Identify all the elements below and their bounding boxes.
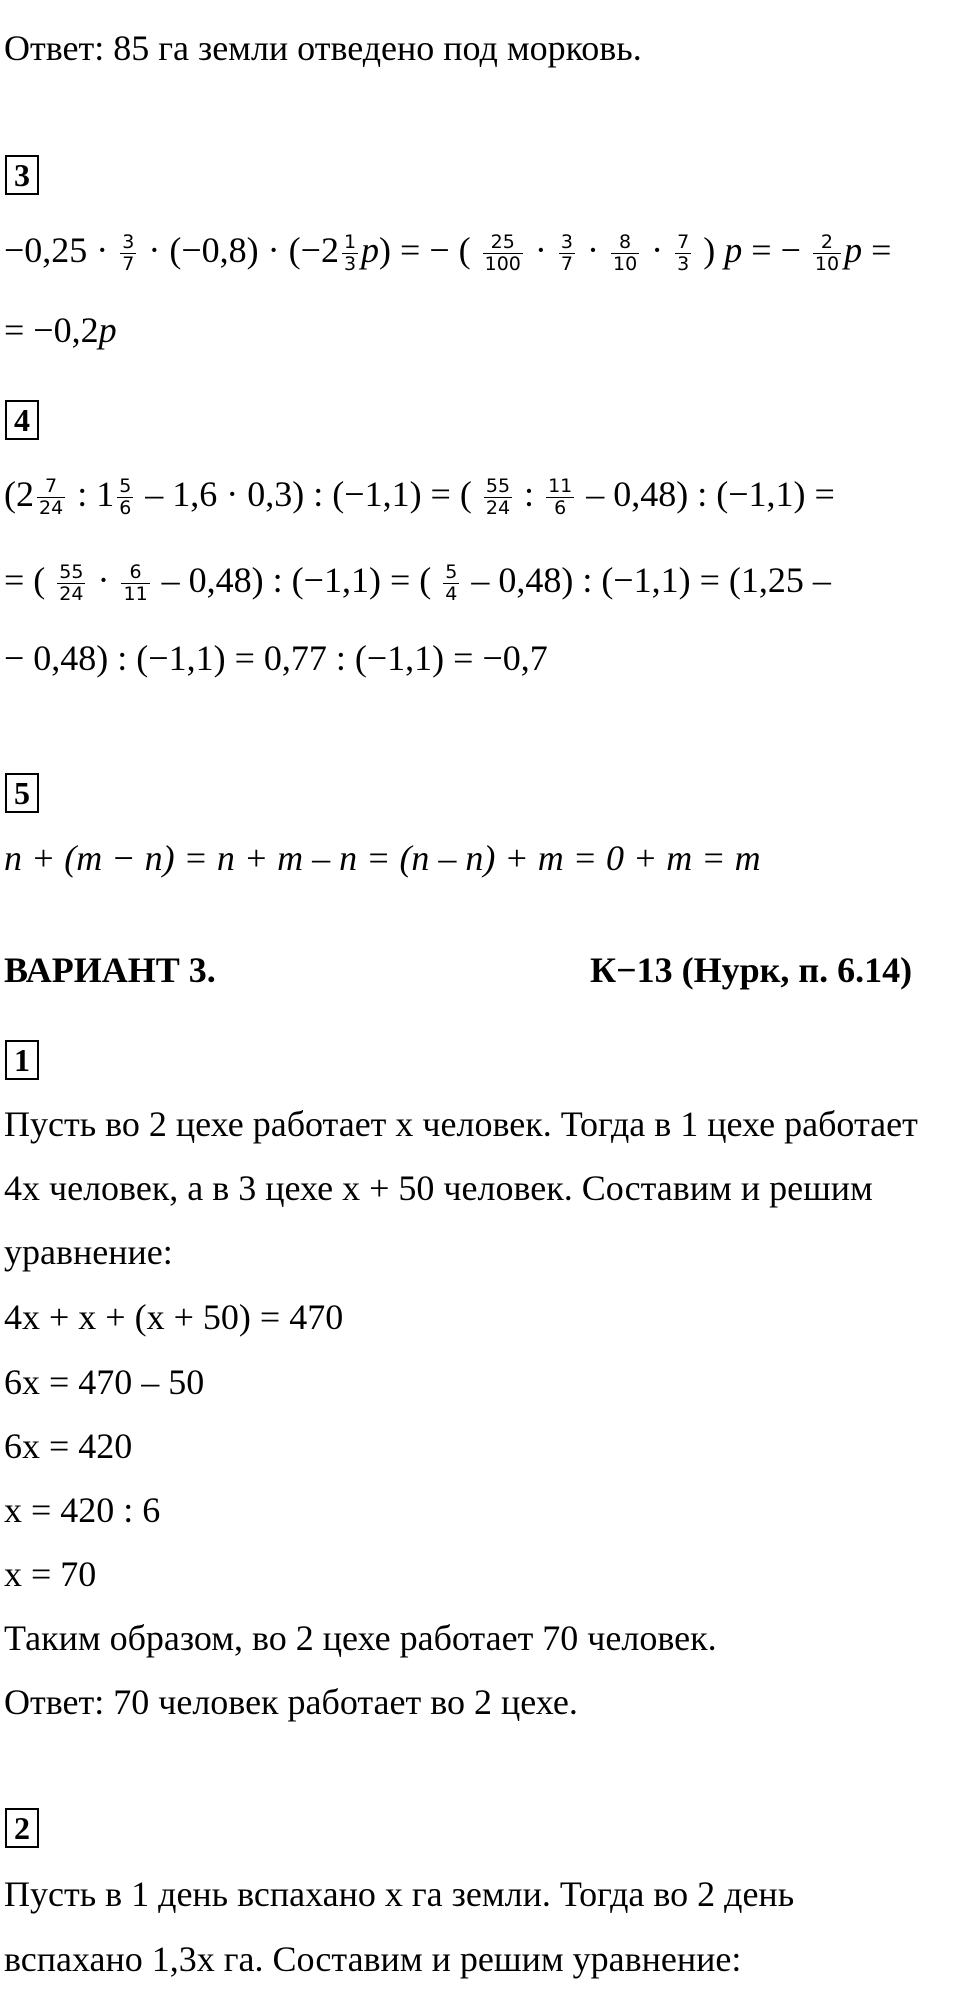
task-1-line: x = 70 — [4, 1554, 97, 1594]
task-1-line: x = 420 : 6 — [4, 1490, 161, 1530]
task-4-number: 4 — [5, 400, 39, 440]
expr-part: · (−0,8) · (−2 — [139, 230, 339, 270]
fraction: $\frac{55}{24}$ — [59, 561, 84, 606]
variant-code: К−13 (Нурк, п. 6.14) — [590, 950, 913, 990]
task-5-equation: n + (m − n) = n + m – n = (n – n) + m = 0 + m = m — [4, 838, 761, 878]
task-1-line: Таким образом, во 2 цехе работает 70 человек. — [4, 1618, 717, 1658]
fraction: $\frac{25}{100}$ — [484, 231, 521, 276]
expr-part: ) = − ( — [379, 230, 480, 270]
task-4-equation-line-3: − 0,48) : (−1,1) = 0,77 : (−1,1) = −0,7 — [4, 638, 548, 678]
previous-answer: Ответ: 85 га земли отведено под морковь. — [4, 28, 642, 68]
fraction: $\frac{11}{6}$ — [548, 475, 573, 520]
task-2-line: Пусть в 1 день вспахано x га земли. Тогда во 2 день — [4, 1874, 795, 1914]
fraction: $\frac{5}{6}$ — [119, 475, 132, 520]
task-2-line: вспахано 1,3x га. Составим и решим уравнение: — [4, 1939, 742, 1979]
fraction: $\frac{6}{11}$ — [123, 561, 148, 606]
task-3-equation-line-2: = −0,2p — [4, 310, 117, 350]
task-1-number: 1 — [5, 1040, 39, 1080]
variant-title: ВАРИАНТ 3. — [4, 950, 216, 990]
task-1-line: 4x + x + (x + 50) = 470 — [4, 1297, 344, 1337]
expr-part: −0,25 · — [4, 230, 118, 270]
task-5-number: 5 — [5, 773, 39, 813]
task-3-equation-line-1: −0,25 · $\frac{3}{7}$ · (−0,8) · (−2 $\frac{1}{3}$ p) = − ( $\frac{25}{100}$ · $\frac{3}{7}$ · $\frac{8}{10}$ · $\frac{7}{3}$ ) p = − $\frac{2}{10}$ p = — [4, 230, 892, 276]
fraction: $\frac{2}{10}$ — [814, 231, 840, 276]
fraction: $\frac{55}{24}$ — [485, 475, 511, 520]
task-2-number: 2 — [5, 1808, 39, 1848]
task-1-line: 6x = 420 — [4, 1426, 133, 1466]
fraction: $\frac{7}{24}$ — [39, 475, 64, 520]
task-1-line: уравнение: — [4, 1232, 173, 1272]
task-4-equation-line-1: (2 $\frac{7}{24}$ : 1 $\frac{5}{6}$ – 1,6 · 0,3) : (−1,1) = ( $\frac{55}{24}$ : $\frac{11}{6}$ – 0,48) : (−1,1) = — [4, 474, 835, 520]
fraction: $\frac{5}{4}$ — [445, 561, 458, 606]
task-3-number: 3 — [5, 155, 39, 195]
variable: p — [361, 230, 380, 270]
fraction: $\frac{1}{3}$ — [343, 231, 357, 276]
task-1-line: 4x человек, а в 3 цехе x + 50 человек. Составим и решим — [4, 1168, 873, 1208]
task-1-line: 6x = 470 – 50 — [4, 1362, 205, 1402]
fraction: $\frac{7}{3}$ — [677, 231, 690, 276]
task-1-line: Пусть во 2 цехе работает x человек. Тогда в 1 цехе работает — [4, 1104, 918, 1144]
fraction: $\frac{8}{10}$ — [612, 231, 638, 276]
fraction: $\frac{3}{7}$ — [560, 231, 573, 276]
task-1-line: Ответ: 70 человек работает во 2 цехе. — [4, 1682, 578, 1722]
task-4-equation-line-2: = ( $\frac{55}{24}$ · $\frac{6}{11}$ – 0,48) : (−1,1) = ( $\frac{5}{4}$ – 0,48) : (−1,1) = (1,25 – — [4, 560, 831, 606]
fraction: $\frac{3}{7}$ — [122, 231, 135, 276]
